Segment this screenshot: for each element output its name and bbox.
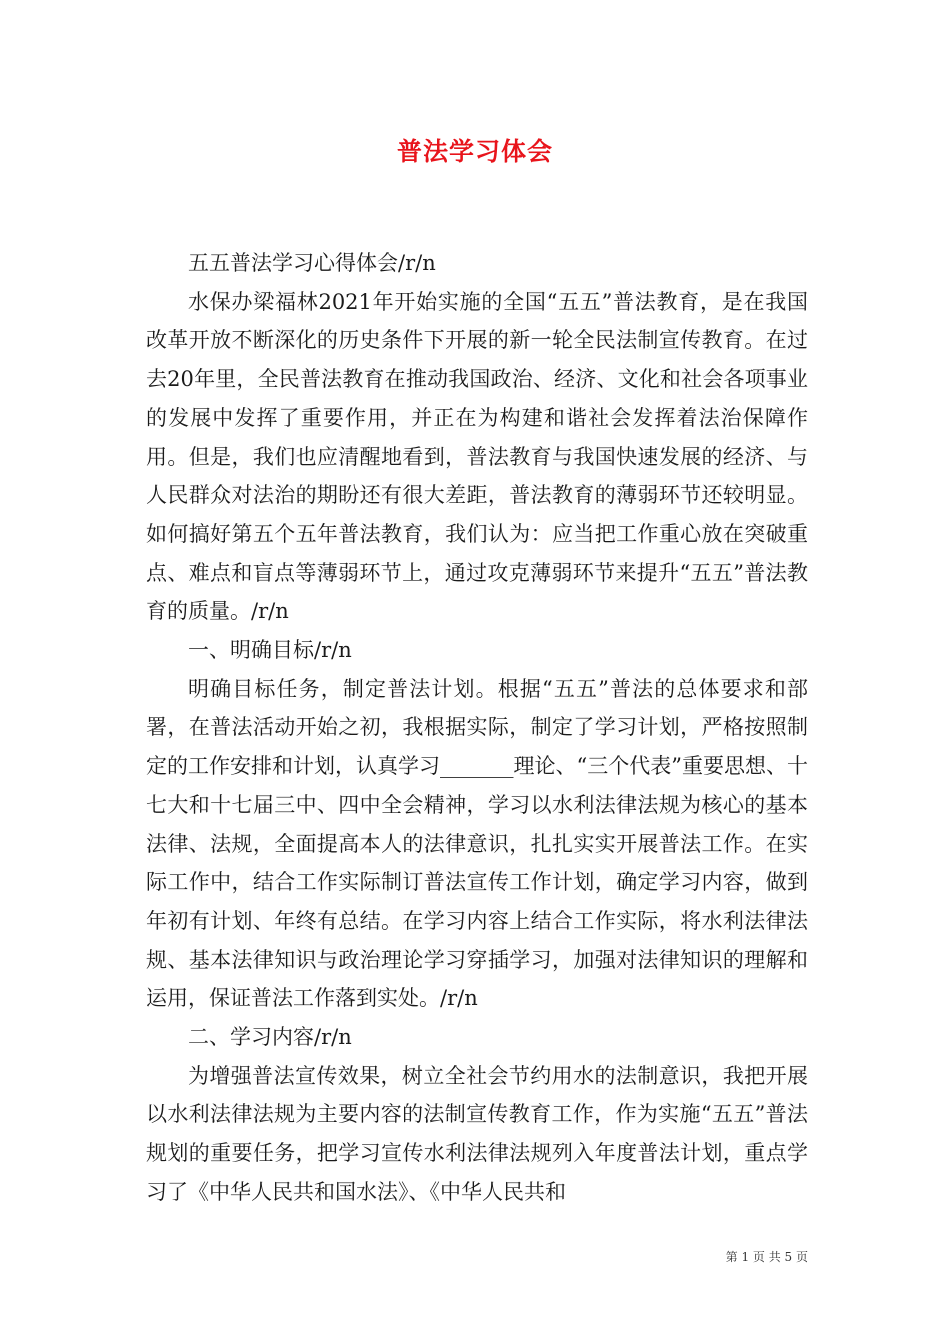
paragraph-goals: 明确目标任务，制定普法计划。根据“五五”普法的总体要求和部署，在普法活动开始之初，我根据实际，制定了学习计划，严格按照制定的工作安排和计划，认真学习_______理论、“三个代表”重要思想、十七大和十七届三中、四中全会精神，学习以水利法律法规为核心的基本法律、法规，全面提高本人的法律意识，扎扎实实开展普法工作。在实际工作中，结合工作实际制订普法宣传工作计划，确定学习内容，做到年初有计划、年终有总结。在学习内容上结合工作实际，将水利法律法规、基本法律知识与政治理论学习穿插学习，加强对法律知识的理解和运用，保证普法工作落到实处。/r/n bbox=[146, 676, 808, 1011]
section-heading-content: 二、学习内容/r/n bbox=[188, 1025, 352, 1050]
paragraph-intro: 水保办梁福林2021年开始实施的全国“五五”普法教育，是在我国改革开放不断深化的历史条件下开展的新一轮全民法制宣传教育。在过去20年里，全民普法教育在推动我国政治、经济、文化和社会各项事业的发展中发挥了重要作用，并正在为构建和谐社会发挥着法治保障作用。但是，我们也应清醒地看到，普法教育与我国快速发展的经济、与人民群众对法治的期盼还有很大差距，普法教育的薄弱环节还较明显。如何搞好第五个五年普法教育，我们认为：应当把工作重心放在突破重点、难点和盲点等薄弱环节上，通过攻克薄弱环节来提升“五五”普法教育的质量。/r/n bbox=[146, 289, 808, 624]
paragraph-content: 为增强普法宣传效果，树立全社会节约用水的法制意识，我把开展以水利法律法规为主要内容的法制宣传教育工作，作为实施“五五”普法规划的重要任务，把学习宣传水利法律法规列入年度普法计划，重点学习了《中华人民共和国水法》、《中华人民共和 bbox=[146, 1063, 808, 1204]
page-number-footer: 第 1 页 共 5 页 bbox=[725, 1250, 808, 1264]
document-title: 普法学习体会 bbox=[396, 137, 553, 166]
section-heading-goals: 一、明确目标/r/n bbox=[188, 638, 352, 663]
paragraph-heading-intro: 五五普法学习心得体会/r/n bbox=[188, 251, 436, 275]
document-body bbox=[146, 244, 808, 1212]
